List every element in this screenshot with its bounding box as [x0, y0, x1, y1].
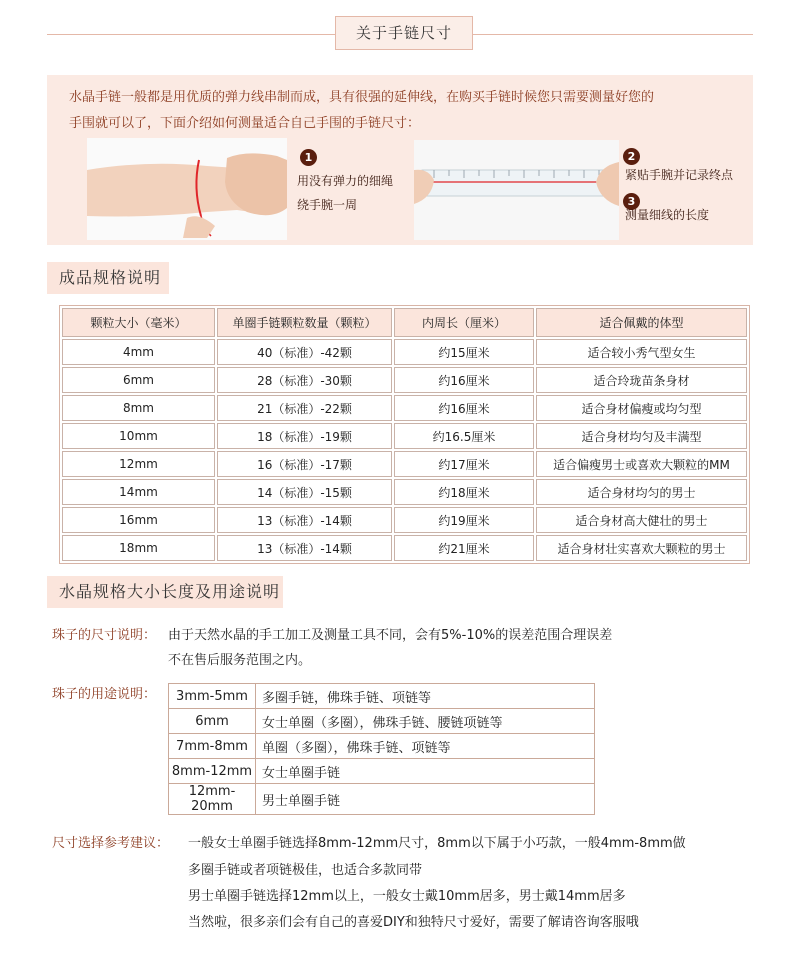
spec-cell: 约16厘米: [394, 367, 534, 393]
use-desc-cell: 女士单圈（多圈），佛珠手链、腰链项链等: [256, 709, 595, 734]
spec-cell: 8mm: [62, 395, 215, 421]
spec-cell: 适合身材偏瘦或均匀型: [536, 395, 747, 421]
use-desc-cell: 单圈（多圈），佛珠手链、项链等: [256, 734, 595, 759]
step-1-line-2: 绕手腕一周: [297, 198, 358, 212]
suggestion-line-4: 当然啦，很多亲们会有自己的喜爱DIY和独特尺寸爱好，需要了解请咨询客服哦: [188, 915, 639, 930]
table-row: [62, 423, 747, 449]
spec-cell: 适合身材均匀的男士: [536, 479, 747, 505]
step-1-text: [297, 169, 393, 217]
spec-cell: 6mm: [62, 367, 215, 393]
use-desc-cell: 多圈手链，佛珠手链、项链等: [256, 684, 595, 709]
spec-cell: 18（标准）-19颗: [217, 423, 392, 449]
size-label: 珠子的尺寸说明：: [52, 628, 157, 643]
spec-cell: 13（标准）-14颗: [217, 507, 392, 533]
step-1-line-1: 用没有弹力的细绳: [297, 174, 394, 188]
spec-cell: 约19厘米: [394, 507, 534, 533]
use-table: [168, 683, 595, 815]
use-size-cell: 6mm: [169, 709, 256, 734]
spec-header-count: 单圈手链颗粒数量（颗粒）: [217, 308, 392, 337]
spec-cell: 约16厘米: [394, 395, 534, 421]
table-row: [62, 507, 747, 533]
spec-cell: 16（标准）-17颗: [217, 451, 392, 477]
table-row: [169, 709, 595, 734]
use-desc-cell: 女士单圈手链: [256, 759, 595, 784]
spec-cell: 16mm: [62, 507, 215, 533]
spec-header-row: [62, 308, 747, 337]
intro-text: [69, 85, 739, 137]
spec-cell: 28（标准）-30颗: [217, 367, 392, 393]
spec-cell: 约17厘米: [394, 451, 534, 477]
spec-cell: 14（标准）-15颗: [217, 479, 392, 505]
ruler-illustration: [414, 140, 619, 240]
spec-cell: 18mm: [62, 535, 215, 561]
intro-line-2: 手围就可以了，下面介绍如何测量适合自己手围的手链尺寸：: [69, 116, 421, 131]
spec-cell: 13（标准）-14颗: [217, 535, 392, 561]
table-row: [169, 734, 595, 759]
ruler-photo: [414, 140, 619, 240]
use-label: 珠子的用途说明：: [52, 687, 157, 702]
intro-line-1: 水晶手链一般都是用优质的弹力线串制而成，具有很强的延伸线，在购买手链时候您只需要测量好您的: [69, 90, 655, 105]
table-row: [62, 367, 747, 393]
step-3-badge: 3: [623, 193, 640, 210]
header-rule-left: [47, 34, 335, 35]
page-title: 关于手链尺寸: [335, 16, 473, 50]
header-rule-right: [473, 34, 753, 35]
step-2-text: 紧贴手腕并记录终点: [625, 168, 734, 182]
spec-cell: 适合偏瘦男士或喜欢大颗粒的MM: [536, 451, 747, 477]
spec-cell: 适合身材高大健壮的男士: [536, 507, 747, 533]
spec-cell: 约15厘米: [394, 339, 534, 365]
spec-section-title: 成品规格说明: [47, 262, 169, 294]
spec-header-size: 颗粒大小（毫米）: [62, 308, 215, 337]
use-size-cell: 3mm-5mm: [169, 684, 256, 709]
table-row: [169, 684, 595, 709]
spec-cell: 约18厘米: [394, 479, 534, 505]
spec-cell: 适合玲珑苗条身材: [536, 367, 747, 393]
spec-cell: 4mm: [62, 339, 215, 365]
step-3-text: 测量细线的长度: [625, 208, 710, 222]
spec-cell: 适合身材壮实喜欢大颗粒的男士: [536, 535, 747, 561]
spec-cell: 10mm: [62, 423, 215, 449]
spec-cell: 约21厘米: [394, 535, 534, 561]
step-2-badge: 2: [623, 148, 640, 165]
step-1-badge: 1: [300, 149, 317, 166]
spec-cell: 40（标准）-42颗: [217, 339, 392, 365]
spec-cell: 12mm: [62, 451, 215, 477]
table-row: [62, 479, 747, 505]
spec-cell: 21（标准）-22颗: [217, 395, 392, 421]
table-row: [169, 759, 595, 784]
use-size-cell: 7mm-8mm: [169, 734, 256, 759]
suggestion-line-2: 多圈手链或者项链极佳，也适合多款同带: [188, 863, 423, 878]
intro-panel: [47, 75, 753, 245]
spec-cell: 14mm: [62, 479, 215, 505]
use-size-cell: 12mm-20mm: [169, 784, 256, 815]
wrist-string-illustration: [87, 138, 287, 240]
spec-table: [59, 305, 750, 564]
table-row: [62, 395, 747, 421]
spec-cell: 适合较小秀气型女生: [536, 339, 747, 365]
table-row: [169, 784, 595, 815]
suggestion-line-3: 男士单圈手链选择12mm以上，一般女士戴10mm居多，男士戴14mm居多: [188, 889, 626, 904]
spec-cell: 适合身材均匀及丰满型: [536, 423, 747, 449]
spec-cell: 约16.5厘米: [394, 423, 534, 449]
suggestion-line-1: 一般女士单圈手链选择8mm-12mm尺寸，8mm以下属于小巧款，一般4mm-8mm做: [188, 836, 686, 851]
table-row: [62, 535, 747, 561]
table-row: [62, 339, 747, 365]
use-size-cell: 8mm-12mm: [169, 759, 256, 784]
spec-header-fit: 适合佩戴的体型: [536, 308, 747, 337]
wrist-string-photo: [87, 138, 287, 240]
suggestion-label: 尺寸选择参考建议：: [52, 836, 170, 851]
crystal-section-title: 水晶规格大小长度及用途说明: [47, 576, 283, 608]
size-text-2: 不在售后服务范围之内。: [168, 653, 312, 668]
spec-header-length: 内周长（厘米）: [394, 308, 534, 337]
size-text-1: 由于天然水晶的手工加工及测量工具不同，会有5%-10%的误差范围合理误差: [168, 628, 613, 643]
table-row: [62, 451, 747, 477]
use-desc-cell: 男士单圈手链: [256, 784, 595, 815]
